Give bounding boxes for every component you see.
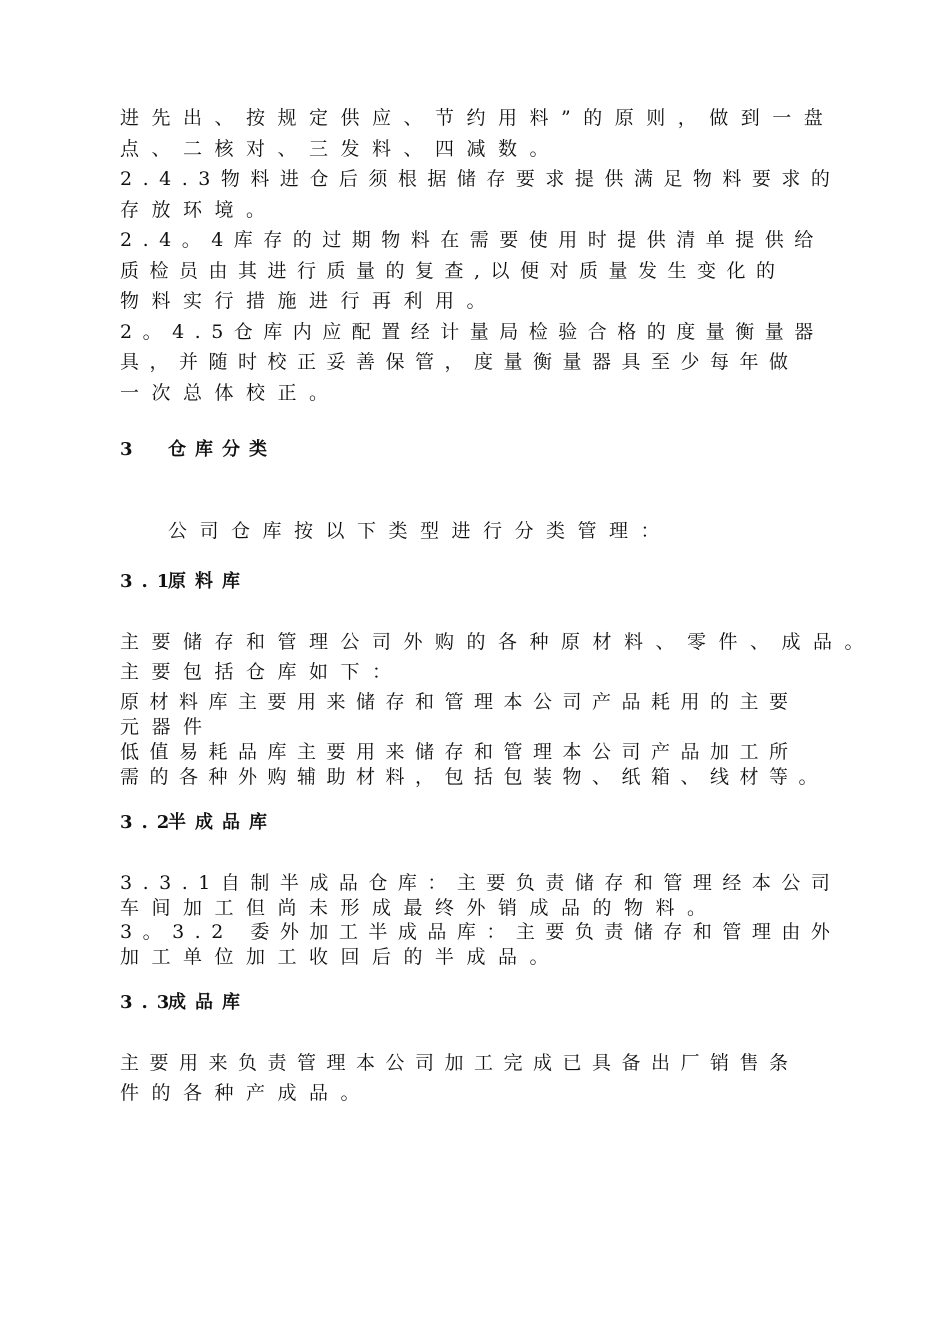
text-line: 3.3.1自制半成品仓库：主要负责储存和管理经本公司 bbox=[120, 872, 841, 894]
section-heading bbox=[120, 991, 249, 1015]
text-line: 2。4.5仓库内应配置经计量局检验合格的度量衡量器 bbox=[120, 321, 824, 343]
text-line: 主要储存和管理公司外购的各种原材料、零件、成品。 bbox=[120, 631, 877, 653]
text-line: 元器件 bbox=[120, 716, 215, 738]
section-title: 原料库 bbox=[168, 571, 249, 592]
text-line: 低值易耗品库主要用来储存和管理本公司产品加工所 bbox=[120, 741, 799, 763]
text-line: 车间加工但尚未形成最终外销成品的物料。 bbox=[120, 897, 719, 919]
text-line: 件的各种产成品。 bbox=[120, 1082, 373, 1104]
text-line: 加工单位加工收回后的半成品。 bbox=[120, 946, 562, 968]
section-heading bbox=[120, 438, 276, 462]
section-title: 成品库 bbox=[168, 992, 249, 1013]
text-line: 存放环境。 bbox=[120, 199, 278, 221]
text-line: 2.4.3物料进仓后须根据储存要求提供满足物料要求的 bbox=[120, 168, 841, 190]
text-line: 3。3.2 委外加工半成品库：主要负责储存和管理由外 bbox=[120, 921, 841, 943]
text-line: 物料实行措施进行再利用。 bbox=[120, 290, 499, 312]
section-title: 仓库分类 bbox=[168, 439, 276, 460]
section-heading bbox=[120, 811, 276, 835]
text-line: 进先出、按规定供应、节约用料”的原则，做到一盘 bbox=[120, 107, 836, 129]
text-line: 点、二核对、三发料、四减数。 bbox=[120, 138, 562, 160]
text-line: 主要用来负责管理本公司加工完成已具备出厂销售条 bbox=[120, 1052, 799, 1074]
section-number: 3.3 bbox=[120, 992, 179, 1013]
text-line: 公司仓库按以下类型进行分类管理： bbox=[168, 520, 673, 542]
text-line: 主要包括仓库如下： bbox=[120, 661, 404, 683]
text-line: 2.4。4库存的过期物料在需要使用时提供清单提供给 bbox=[120, 229, 824, 251]
text-line: 具，并随时校正妥善保管，度量衡量器具至少每年做 bbox=[120, 351, 799, 373]
text-line: 质检员由其进行质量的复查,以便对质量发生变化的 bbox=[120, 260, 786, 282]
section-number: 3 bbox=[120, 439, 142, 460]
text-line: 原材料库主要用来储存和管理本公司产品耗用的主要 bbox=[120, 691, 799, 713]
text-line: 需的各种外购辅助材料，包括包装物、纸箱、线材等。 bbox=[120, 766, 829, 788]
text-line: 一次总体校正。 bbox=[120, 382, 341, 404]
section-number: 3.2 bbox=[120, 812, 179, 833]
section-heading bbox=[120, 570, 249, 594]
section-number: 3.1 bbox=[120, 571, 179, 592]
section-title: 半成品库 bbox=[168, 812, 276, 833]
